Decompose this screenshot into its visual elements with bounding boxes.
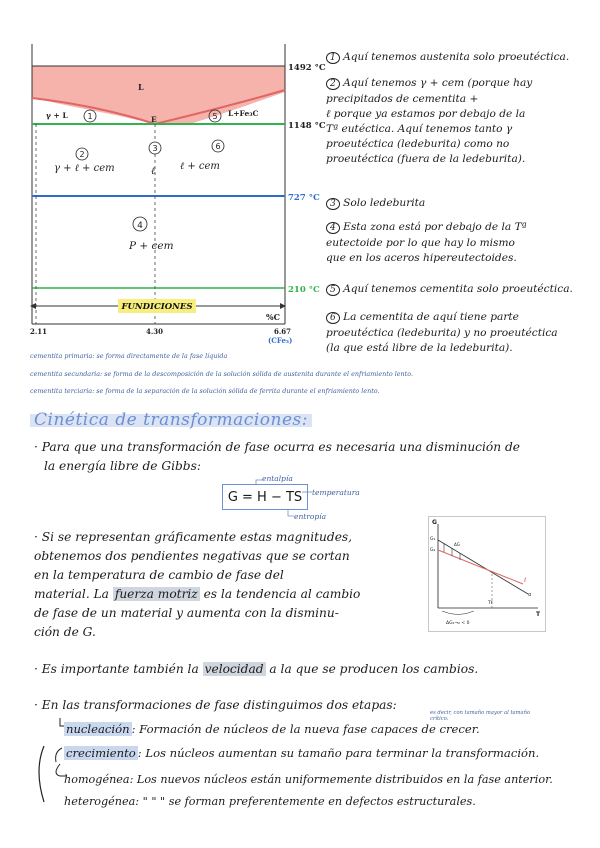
crecimiento-text: : Los núcleos aumentan su tamaño para terminar la transformación. (137, 746, 540, 760)
note-2-line: ℓ porque ya estamos por debajo de la (326, 108, 526, 120)
svg-text:3: 3 (152, 144, 158, 153)
section-title: Cinética de transformaciones: (30, 410, 312, 430)
note-4-num: 4 (326, 222, 340, 234)
note-2-line: proeutéctica (ledeburita) como no (326, 138, 510, 150)
gibbs-g2: G₂ (430, 548, 436, 553)
svg-text:5: 5 (212, 112, 218, 121)
svg-text:2: 2 (79, 150, 85, 159)
region-low-left: γ + ℓ + cem (54, 163, 115, 174)
stage-heterogenea: heterogénea: " " " se forman preferentemente en defectos estructurales. (64, 795, 476, 808)
gibbs-dg-label: ΔG₁→₂ < 0 (446, 621, 470, 626)
gibbs-paragraph-line: la energía libre de Gibbs: (44, 459, 201, 473)
temp-1492: 1492 °C (288, 63, 326, 73)
fundiciones-label: FUNDICIONES (121, 302, 193, 312)
etapas-paragraph: · En las transformaciones de fase distinguimos dos etapas: (34, 698, 397, 712)
gibbs-paragraph (34, 438, 520, 476)
crecimiento-highlight: crecimiento (66, 746, 136, 760)
region-bottom: P + cem (129, 240, 174, 252)
graph-paragraph-text: es la tendencia al cambio (199, 587, 361, 601)
label-entropia: entropía (294, 512, 327, 521)
note-4-line: Esta zona está por debajo de la Tª (343, 221, 527, 233)
gibbs-formula: G = H − TS (222, 484, 308, 510)
temp-727: 727 °C (288, 193, 320, 203)
graph-paragraph-line (34, 585, 414, 604)
svg-text:4: 4 (137, 221, 143, 231)
circle-marker-4 (133, 217, 147, 231)
note-5 (326, 282, 594, 298)
gibbs-tf: Tf (488, 601, 493, 606)
x-tick-2-11: 2.11 (30, 327, 48, 336)
label-temperatura: temperatura (312, 488, 360, 497)
nucleacion-text: : Formación de núcleos de la nueva fase capaces de crecer. (131, 722, 480, 736)
note-3-num: 3 (326, 198, 340, 210)
note-1-text: Aquí tenemos austenita solo proeutéctica. (343, 51, 570, 63)
x-tick-cfe3: (CFe₃) (268, 336, 293, 344)
gibbs-paragraph-line: · Para que una transformación de fase ocurra es necesaria una disminución de (34, 440, 520, 454)
note-2-line: proeutéctica (fuera de la ledeburita). (326, 153, 526, 165)
circle-marker-6 (212, 140, 224, 152)
stage-nucleacion (64, 720, 480, 739)
note-3 (326, 196, 594, 212)
velocidad-highlight: velocidad (204, 662, 264, 676)
velocidad-text: · Es importante también la (34, 662, 203, 676)
velocidad-paragraph (34, 660, 478, 679)
cementita-primaria: cementita primaria: se forma directamente de la fase líquida (30, 352, 228, 360)
phase-diagram (30, 44, 330, 344)
note-2-line: Aquí tenemos γ + cem (porque hay (343, 77, 533, 89)
fuerza-motriz-highlight: fuerza motriz (114, 587, 198, 601)
graph-paragraph (34, 528, 414, 642)
cementita-terciaria: cementita terciaria: se forma de la separación de la solución sólida de ferrita durante el enfriamiento lento. (30, 387, 380, 395)
cementita-secundaria: cementita secundaria: se forma de la descomposición de la solución sólida de austenita durante el enfriamiento lento. (30, 370, 413, 378)
note-6-line: La cementita de aquí tiene parte (343, 311, 519, 323)
note-1-num: 1 (326, 52, 340, 64)
note-4-line: que en los aceros hipereutectoides. (326, 252, 517, 264)
graph-paragraph-line: en la temperatura de cambio de fase del (34, 568, 284, 582)
x-tick-6-67: 6.67 (274, 327, 292, 336)
note-5-text: Aquí tenemos cementita solo proeutéctica. (343, 283, 573, 295)
svg-text:1: 1 (87, 112, 93, 121)
nucleacion-highlight: nucleación (66, 722, 130, 736)
circle-marker-3 (149, 142, 161, 154)
temp-1148: 1148 °C (288, 121, 326, 131)
gibbs-curve-l: ℓ (524, 577, 527, 584)
x-tick-4-30: 4.30 (146, 327, 164, 336)
x-unit: %C (266, 312, 280, 322)
graph-paragraph-line: obtenemos dos pendientes negativas que se cortan (34, 549, 350, 563)
svg-text:6: 6 (215, 142, 221, 151)
gibbs-delta: ΔG (454, 542, 460, 547)
note-2-line: precipitados de cementita + (326, 93, 479, 105)
region-liquid: L (138, 82, 144, 92)
note-3-text: Solo ledeburita (343, 197, 426, 209)
formula-arrows (250, 476, 320, 520)
graph-paragraph-line: de fase de un material y aumenta con la disminu- (34, 606, 339, 620)
gibbs-energy-graph (428, 516, 546, 632)
note-1 (326, 50, 594, 66)
temp-210: 210 °C (288, 285, 320, 295)
label-entalpia: entalpía (262, 474, 293, 483)
note-6 (326, 310, 594, 356)
graph-paragraph-text: material. La (34, 587, 113, 601)
gibbs-curve-alpha: α (528, 592, 532, 598)
note-2-line: Tª eutéctica. Aquí tenemos tanto γ (326, 123, 513, 135)
region-gamma-l: γ + L (46, 111, 68, 120)
note-4 (326, 220, 594, 266)
gibbs-axis-g: G (432, 519, 437, 526)
region-ledeburita: ℓ (151, 166, 156, 177)
note-6-line: proeutéctica (ledeburita) y no proeutéctica (326, 327, 558, 339)
note-2 (326, 76, 594, 167)
region-low-right: ℓ + cem (180, 161, 220, 172)
gibbs-axis-t: T (536, 611, 541, 618)
graph-paragraph-line: ción de G. (34, 625, 96, 639)
note-2-num: 2 (326, 78, 340, 90)
note-4-line: eutectoide por lo que hay lo mismo (326, 237, 515, 249)
eutectic-point-e: E (151, 115, 157, 124)
circle-marker-2 (76, 148, 88, 160)
gibbs-g1: G₁ (430, 537, 436, 542)
nucleacion-note: es decir, con tamaño mayor al tamaño crítico. (430, 710, 531, 722)
region-l-fe3c: L+Fe₃C (228, 109, 259, 118)
note-5-num: 5 (326, 284, 340, 296)
stage-homogenea: homogénea: Los nuevos núcleos están uniformemente distribuidos en la fase anterior. (64, 773, 553, 786)
graph-paragraph-line: · Si se representan gráficamente estas magnitudes, (34, 530, 353, 544)
note-6-line: (la que está libre de la ledeburita). (326, 342, 513, 354)
stage-crecimiento (64, 744, 539, 763)
velocidad-text: a la que se producen los cambios. (265, 662, 479, 676)
note-6-num: 6 (326, 312, 340, 324)
circle-marker-1 (84, 110, 96, 122)
